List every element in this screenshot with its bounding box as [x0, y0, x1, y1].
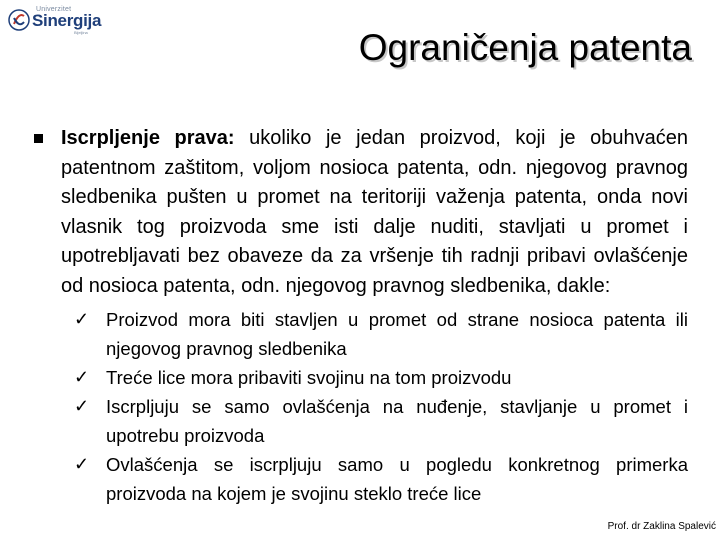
sub-point-text: Iscrpljuju se samo ovlašćenja na nuđenje, stavljanje u promet i upotrebu proizvoda: [106, 396, 688, 446]
main-point-text: ukoliko je jedan proizvod, koji je obuhvaćen patentnom zaštitom, voljom nosioca patenta, odn. njegovog pravnog sledbenika pušten u promet na teritoriji važenja patenta, onda novi vlasnik tog proizvoda sme isti dalje nuditi, stavljati u promet i upotrebljavati bez obaveze da za vršenje tih radnji pribavi ovlašćenje od nosioca patenta, odn. njegovog pravnog sledbenika, dakle:: [61, 127, 688, 297]
sub-point-text: Ovlašćenja se iscrpljuju samo u pogledu konkretnog primerka proizvoda na kojem je svojinu steklo treće lice: [106, 454, 688, 504]
checkmark-icon: ✓: [74, 396, 90, 416]
logo-sub-text: Bijeljina: [74, 30, 88, 35]
logo-top-text: Univerzitet: [36, 6, 72, 13]
slide-content: [34, 124, 688, 508]
logo-name: Sinergija: [32, 11, 102, 30]
list-item: [34, 305, 688, 363]
checkmark-icon: ✓: [74, 454, 90, 474]
slide-title: Ograničenja patenta: [358, 27, 692, 68]
square-bullet-icon: [34, 134, 43, 143]
footer-author: Prof. dr Zaklina Spalević: [607, 521, 716, 532]
main-point-label: Iscrpljenje prava:: [61, 127, 235, 149]
checkmark-icon: ✓: [74, 309, 90, 329]
list-item: [34, 450, 688, 508]
sub-point-text: Proizvod mora biti stavljen u promet od strane nosioca patenta ili njegovog pravnog sledbenika: [106, 309, 688, 359]
sub-point-list: [34, 305, 688, 508]
list-item: [34, 392, 688, 450]
sub-point-text: Treće lice mora pribaviti svojinu na tom proizvodu: [106, 367, 512, 388]
checkmark-icon: ✓: [74, 367, 90, 387]
list-item: [34, 363, 688, 392]
main-bullet-item: [34, 124, 688, 301]
university-logo: [8, 6, 102, 36]
logo-emblem-icon: [8, 8, 30, 32]
